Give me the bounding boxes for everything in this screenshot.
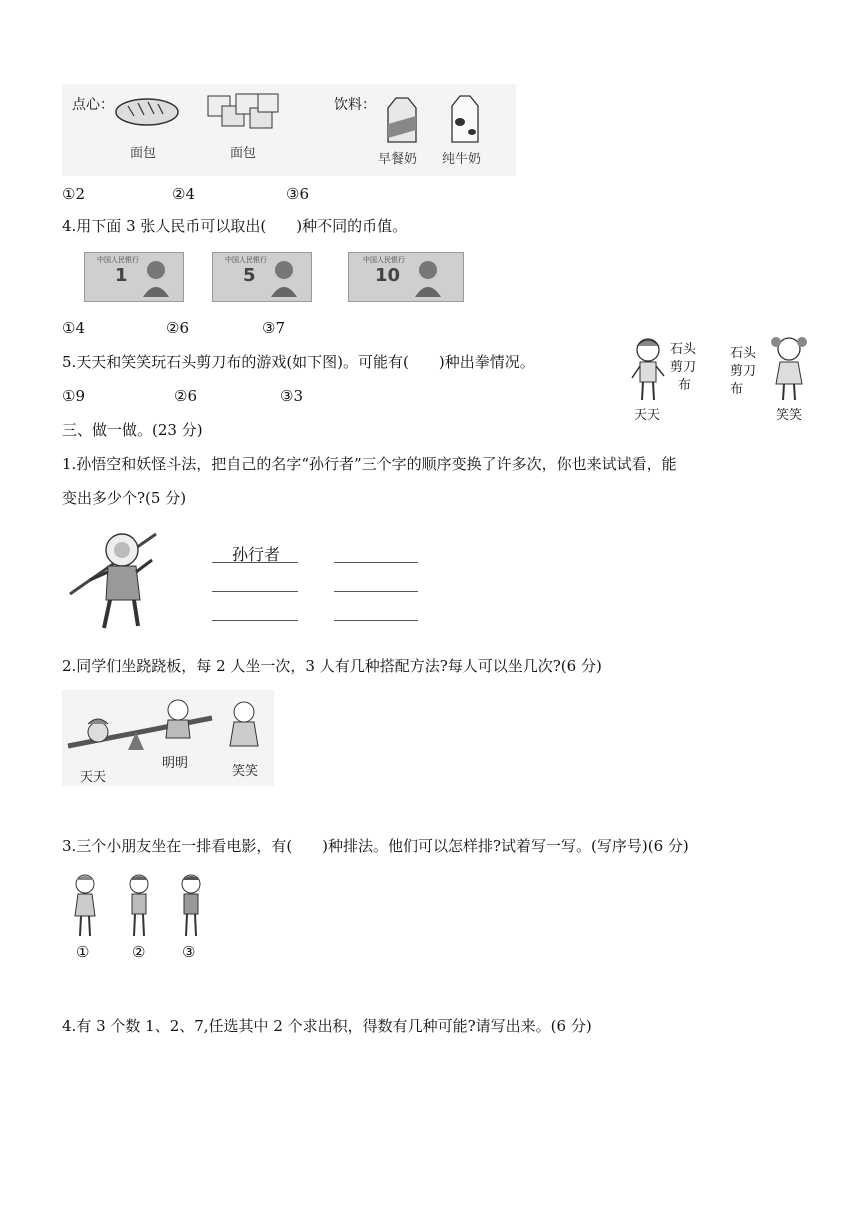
snack-item-1: 面包 [130, 146, 157, 161]
banknote-10-value: 10 [375, 265, 401, 286]
p1-answer-line [334, 620, 418, 621]
banknote-10-header: 中国人民银行 [363, 256, 405, 264]
banknote-1-header: 中国人民银行 [97, 256, 139, 264]
right-choice-rock: 石头 [730, 346, 757, 361]
snack-item-2: 面包 [230, 146, 257, 161]
boy-icon [628, 336, 668, 402]
left-name: 天天 [634, 408, 661, 423]
child-2-icon [124, 872, 154, 938]
drink-item-2: 纯牛奶 [442, 152, 482, 167]
banknote-5-header: 中国人民银行 [225, 256, 267, 264]
child-3-icon [176, 872, 206, 938]
q3-option-1: ①2 [62, 185, 85, 203]
p1-answer-line [212, 591, 298, 592]
child-label-2: ② [132, 943, 146, 961]
right-choice-scissors: 剪刀 [730, 364, 757, 379]
left-choice-scissors: 剪刀 [670, 360, 697, 375]
q5-stem: 5.天天和笑笑玩石头剪刀布的游戏(如下图)。可能有( )种出拳情况。 [62, 353, 535, 371]
banknote-5 [212, 252, 312, 302]
seesaw-name-xiaoxiao: 笑笑 [232, 764, 259, 779]
p4-stem: 4.有 3 个数 1、2、7,任选其中 2 个求出积，得数有几种可能?请写出来。(6 分) [62, 1017, 592, 1035]
p2-stem: 2.同学们坐跷跷板，每 2 人坐一次，3 人有几种搭配方法?每人可以坐几次?(6 分) [62, 657, 602, 675]
banknote-5-value: 5 [243, 265, 256, 286]
p1-answer-line [334, 562, 418, 563]
p1-stem-line2: 变出多少个?(5 分) [62, 489, 187, 507]
seesaw-icon [62, 696, 274, 758]
right-name: 笑笑 [776, 408, 803, 423]
q5-option-1: ①9 [62, 387, 85, 405]
milk-carton-icon [384, 94, 420, 144]
q4-option-3: ③7 [262, 319, 285, 337]
crackers-icon [206, 92, 282, 136]
child-1-icon [70, 872, 100, 938]
seesaw-picture [62, 690, 274, 786]
milk-box-icon [448, 92, 482, 144]
monkey-king-icon [66, 520, 170, 636]
banknote-10 [348, 252, 464, 302]
bread-icon [114, 96, 180, 128]
p1-stem-line1: 1.孙悟空和妖怪斗法，把自己的名字“孙行者”三个字的顺序变换了许多次，你也来试试看，能 [62, 455, 677, 473]
drink-label: 饮料： [334, 97, 376, 113]
p1-answer-line [212, 620, 298, 621]
rock-paper-scissors-picture [626, 334, 812, 426]
p1-answer-line [212, 562, 298, 563]
section-heading: 三、做一做。(23 分) [62, 421, 203, 439]
seesaw-name-mingming: 明明 [162, 756, 189, 771]
q4-option-2: ②6 [166, 319, 189, 337]
left-choice-rock: 石头 [670, 342, 697, 357]
p1-answer-line [334, 591, 418, 592]
child-label-1: ① [76, 943, 90, 961]
banknote-1-value: 1 [115, 265, 128, 286]
drink-item-1: 早餐奶 [378, 152, 418, 167]
girl-icon [768, 334, 810, 402]
q5-option-3: ③3 [280, 387, 303, 405]
q3-option-2: ②4 [172, 185, 195, 203]
q3-option-3: ③6 [286, 185, 309, 203]
p1-example-answer: 孙行者 [232, 545, 281, 564]
banknote-1 [84, 252, 184, 302]
portrait-icon [269, 257, 299, 297]
q4-option-1: ①4 [62, 319, 85, 337]
right-choice-paper: 布 [730, 382, 744, 397]
snack-label: 点心： [72, 97, 114, 113]
children-picture [62, 868, 214, 964]
portrait-icon [413, 257, 443, 297]
q4-stem: 4.用下面 3 张人民币可以取出( )种不同的币值。 [62, 217, 408, 235]
child-label-3: ③ [182, 943, 196, 961]
q5-option-2: ②6 [174, 387, 197, 405]
p3-stem: 3.三个小朋友坐在一排看电影，有( )种排法。他们可以怎样排?试着写一写。(写序号)(6 分) [62, 837, 689, 855]
portrait-icon [141, 257, 171, 297]
left-choice-paper: 布 [678, 378, 692, 393]
seesaw-name-tiantian: 天天 [80, 770, 107, 785]
food-drink-picture [62, 84, 516, 176]
